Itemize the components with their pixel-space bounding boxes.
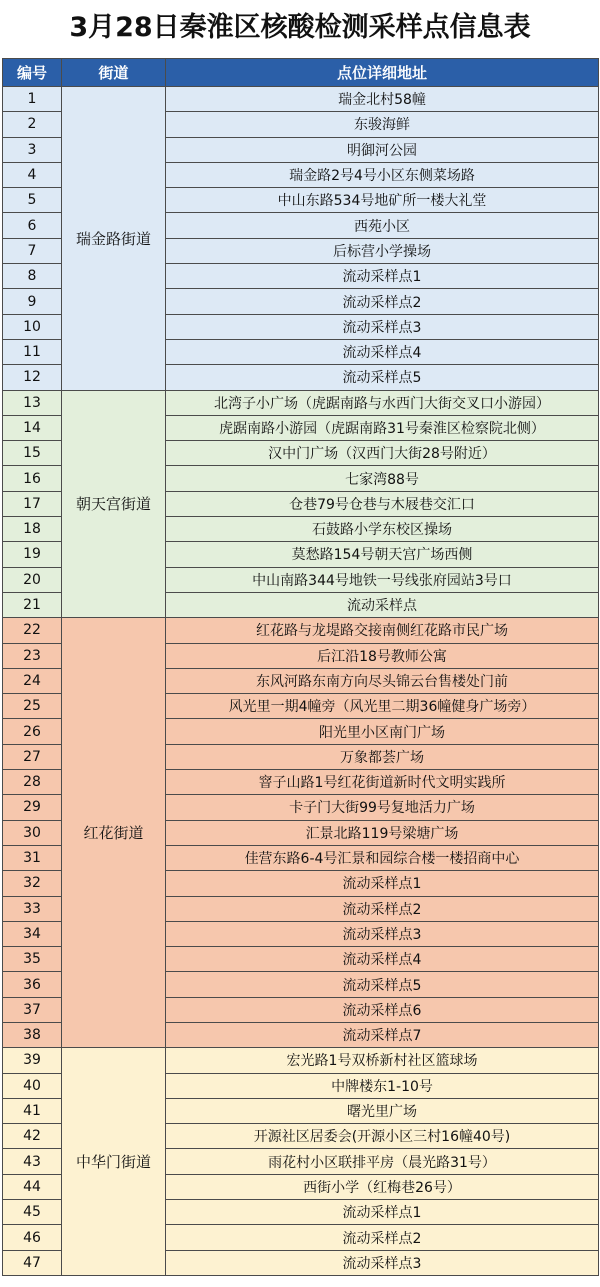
header-number: 编号 — [3, 59, 62, 87]
site-address: 汇景北路119号梁塘广场 — [166, 820, 599, 845]
site-address: 窨子山路1号红花街道新时代文明实践所 — [166, 770, 599, 795]
site-number: 23 — [3, 643, 62, 668]
site-address: 汉中门广场（汉西门大街28号附近） — [166, 441, 599, 466]
site-address: 中山南路344号地铁一号线张府园站3号口 — [166, 567, 599, 592]
site-number: 21 — [3, 592, 62, 617]
site-number: 41 — [3, 1098, 62, 1123]
site-address: 流动采样点1 — [166, 871, 599, 896]
site-number: 7 — [3, 238, 62, 263]
site-number: 16 — [3, 466, 62, 491]
site-number: 44 — [3, 1174, 62, 1199]
site-address: 西苑小区 — [166, 213, 599, 238]
site-number: 22 — [3, 618, 62, 643]
table-row — [3, 390, 599, 415]
site-address: 瑞金北村58幢 — [166, 87, 599, 112]
site-number: 39 — [3, 1048, 62, 1073]
site-address: 流动采样点2 — [166, 1225, 599, 1250]
site-number: 18 — [3, 517, 62, 542]
site-address: 流动采样点1 — [166, 264, 599, 289]
site-address: 宏光路1号双桥新村社区篮球场 — [166, 1048, 599, 1073]
street-name: 朝天宫街道 — [62, 390, 166, 618]
site-number: 38 — [3, 1022, 62, 1047]
street-name: 中华门街道 — [62, 1048, 166, 1276]
site-address: 流动采样点 — [166, 592, 599, 617]
header-address: 点位详细地址 — [166, 59, 599, 87]
site-address: 曙光里广场 — [166, 1098, 599, 1123]
site-number: 29 — [3, 795, 62, 820]
site-address: 东风河路东南方向尽头锦云台售楼处门前 — [166, 668, 599, 693]
site-number: 20 — [3, 567, 62, 592]
site-number: 28 — [3, 770, 62, 795]
site-number: 4 — [3, 162, 62, 187]
site-address: 红花路与龙堤路交接南侧红花路市民广场 — [166, 618, 599, 643]
site-number: 10 — [3, 314, 62, 339]
site-address: 石鼓路小学东校区操场 — [166, 517, 599, 542]
site-address: 流动采样点3 — [166, 921, 599, 946]
site-number: 43 — [3, 1149, 62, 1174]
site-number: 30 — [3, 820, 62, 845]
site-number: 9 — [3, 289, 62, 314]
site-address: 流动采样点4 — [166, 947, 599, 972]
site-address: 流动采样点1 — [166, 1200, 599, 1225]
site-number: 1 — [3, 87, 62, 112]
site-address: 东骏海鲜 — [166, 112, 599, 137]
site-number: 3 — [3, 137, 62, 162]
site-number: 33 — [3, 896, 62, 921]
site-address: 雨花村小区联排平房（晨光路31号） — [166, 1149, 599, 1174]
site-number: 24 — [3, 668, 62, 693]
site-address: 北湾子小广场（虎踞南路与水西门大街交叉口小游园） — [166, 390, 599, 415]
site-address: 流动采样点6 — [166, 997, 599, 1022]
site-address: 流动采样点5 — [166, 365, 599, 390]
site-number: 19 — [3, 542, 62, 567]
site-address: 流动采样点4 — [166, 339, 599, 364]
site-number: 6 — [3, 213, 62, 238]
site-address: 流动采样点3 — [166, 314, 599, 339]
site-address: 佳营东路6-4号汇景和园综合楼一楼招商中心 — [166, 845, 599, 870]
site-address: 莫愁路154号朝天宫广场西侧 — [166, 542, 599, 567]
site-address: 明御河公园 — [166, 137, 599, 162]
site-address: 西街小学（红梅巷26号） — [166, 1174, 599, 1199]
site-number: 8 — [3, 264, 62, 289]
site-number: 13 — [3, 390, 62, 415]
site-number: 12 — [3, 365, 62, 390]
street-name: 红花街道 — [62, 618, 166, 1048]
table-header-row — [3, 59, 599, 87]
site-number: 47 — [3, 1250, 62, 1275]
site-address: 七家湾88号 — [166, 466, 599, 491]
site-address: 流动采样点3 — [166, 1250, 599, 1275]
site-address: 流动采样点2 — [166, 289, 599, 314]
site-number: 35 — [3, 947, 62, 972]
site-number: 25 — [3, 694, 62, 719]
site-number: 17 — [3, 491, 62, 516]
site-number: 37 — [3, 997, 62, 1022]
site-address: 流动采样点5 — [166, 972, 599, 997]
site-address: 中山东路534号地矿所一楼大礼堂 — [166, 188, 599, 213]
site-address: 流动采样点2 — [166, 896, 599, 921]
table-body — [3, 87, 599, 1276]
table-row — [3, 87, 599, 112]
table-row — [3, 618, 599, 643]
site-address: 开源社区居委会(开源小区三村16幢40号) — [166, 1124, 599, 1149]
site-number: 31 — [3, 845, 62, 870]
site-number: 2 — [3, 112, 62, 137]
site-address: 后江沿18号教师公寓 — [166, 643, 599, 668]
site-address: 万象都荟广场 — [166, 744, 599, 769]
site-address: 虎踞南路小游园（虎踞南路31号秦淮区检察院北侧） — [166, 415, 599, 440]
table-row — [3, 1048, 599, 1073]
site-number: 26 — [3, 719, 62, 744]
page-title: 3月28日秦淮区核酸检测采样点信息表 — [69, 12, 531, 43]
site-number: 27 — [3, 744, 62, 769]
header-street: 街道 — [62, 59, 166, 87]
site-number: 45 — [3, 1200, 62, 1225]
site-address: 后标营小学操场 — [166, 238, 599, 263]
sampling-sites-table — [2, 58, 599, 1276]
site-number: 36 — [3, 972, 62, 997]
site-address: 流动采样点7 — [166, 1022, 599, 1047]
site-address: 仓巷79号仓巷与木屐巷交汇口 — [166, 491, 599, 516]
site-address: 风光里一期4幢旁（风光里二期36幢健身广场旁） — [166, 694, 599, 719]
site-number: 46 — [3, 1225, 62, 1250]
site-number: 15 — [3, 441, 62, 466]
site-number: 34 — [3, 921, 62, 946]
site-number: 42 — [3, 1124, 62, 1149]
site-address: 阳光里小区南门广场 — [166, 719, 599, 744]
site-address: 卡子门大街99号复地活力广场 — [166, 795, 599, 820]
site-number: 14 — [3, 415, 62, 440]
site-address: 中牌楼东1-10号 — [166, 1073, 599, 1098]
site-address: 瑞金路2号4号小区东侧菜场路 — [166, 162, 599, 187]
site-number: 11 — [3, 339, 62, 364]
site-number: 32 — [3, 871, 62, 896]
site-number: 40 — [3, 1073, 62, 1098]
street-name: 瑞金路街道 — [62, 87, 166, 391]
site-number: 5 — [3, 188, 62, 213]
